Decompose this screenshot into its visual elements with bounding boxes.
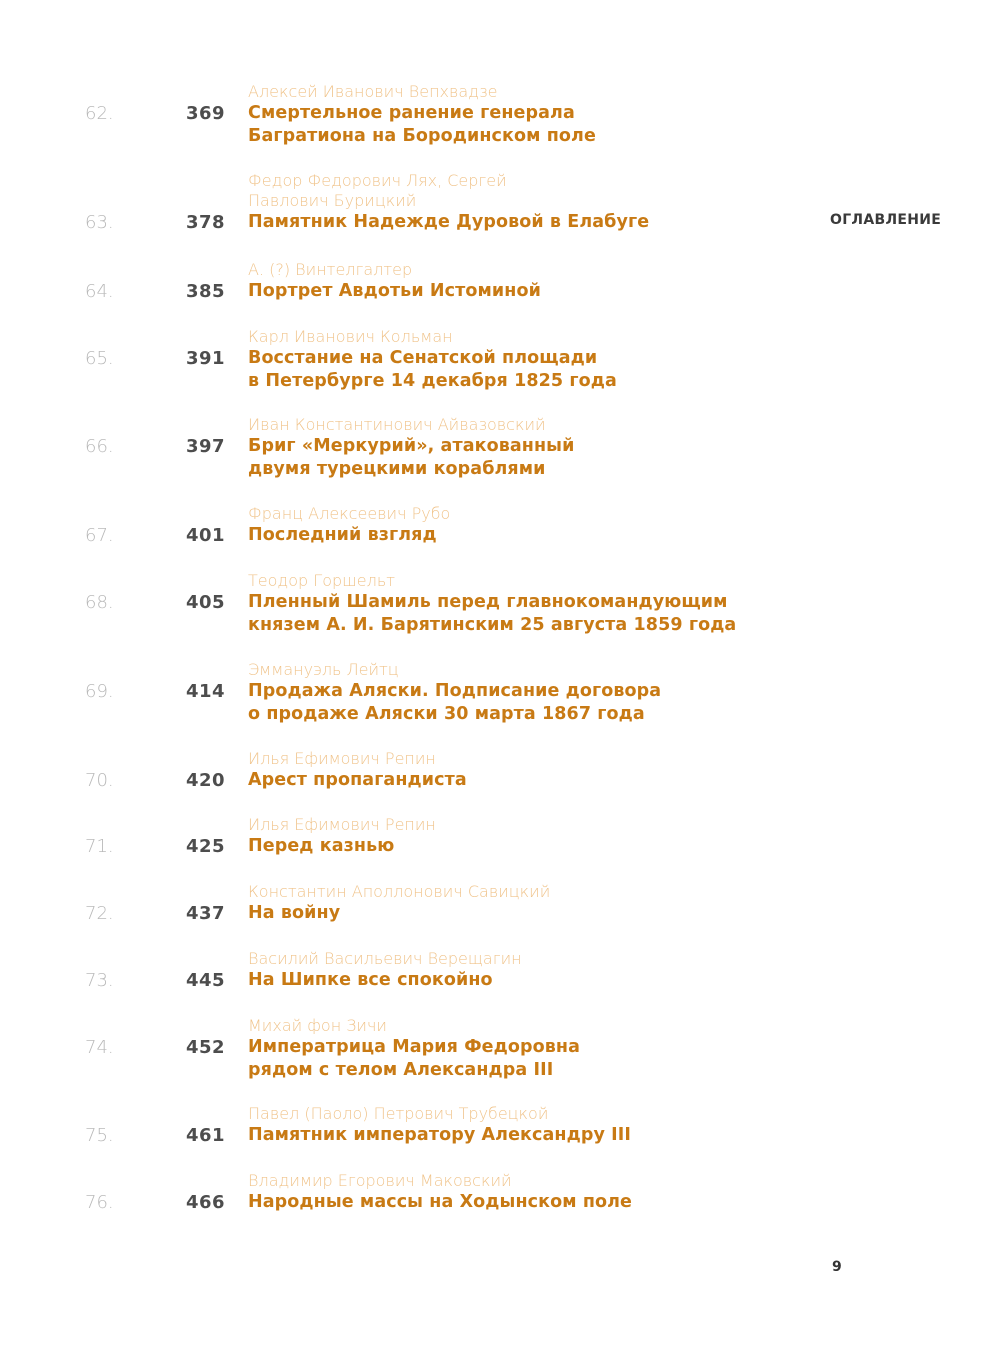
entry-title[interactable]: Смертельное ранение генерала <box>248 103 575 123</box>
entry-page-number: 414 <box>186 681 226 702</box>
entry-text <box>248 749 800 792</box>
entry-number: 62. <box>85 103 114 124</box>
entry-text <box>248 1016 800 1082</box>
entry-page-number: 445 <box>186 970 226 991</box>
entry-author: Илья Ефимович Репин <box>248 815 436 834</box>
entry-number: 74. <box>85 1037 114 1058</box>
entry-title[interactable]: Памятник Надежде Дуровой в Елабуге <box>248 212 650 232</box>
entry-title[interactable]: в Петербурге 14 декабря 1825 года <box>248 371 617 391</box>
entry-number: 63. <box>85 212 114 233</box>
toc-entry[interactable] <box>0 260 800 303</box>
toc-entry[interactable] <box>0 504 800 547</box>
entry-title[interactable]: Народные массы на Ходынском поле <box>248 1192 633 1212</box>
entry-number: 65. <box>85 348 114 369</box>
entry-title[interactable]: Перед казнью <box>248 836 395 856</box>
entry-number: 66. <box>85 436 114 457</box>
entry-page-number: 425 <box>186 836 226 857</box>
entry-text <box>248 571 800 637</box>
entry-author: Франц Алексеевич Рубо <box>248 504 451 523</box>
entry-page-number: 369 <box>186 103 226 124</box>
entry-page-number: 401 <box>186 525 226 546</box>
toc-entry[interactable] <box>0 571 800 637</box>
toc-entry[interactable] <box>0 749 800 792</box>
entry-title[interactable]: Бриг «Меркурий», атакованный <box>248 436 575 456</box>
entry-title[interactable]: Портрет Авдотьи Истоминой <box>248 281 541 301</box>
entry-page-number: 452 <box>186 1037 226 1058</box>
page-number: 9 <box>832 1259 842 1275</box>
entry-text <box>248 1104 800 1147</box>
entry-text <box>248 327 800 393</box>
entry-text <box>248 1171 800 1214</box>
entry-title[interactable]: На войну <box>248 903 341 923</box>
entry-number: 67. <box>85 525 114 546</box>
entry-author: Иван Константинович Айвазовский <box>248 415 546 434</box>
entry-author: Илья Ефимович Репин <box>248 749 436 768</box>
entry-text <box>248 82 800 148</box>
entry-author: Владимир Егорович Маковский <box>248 1171 512 1190</box>
entry-title[interactable]: Восстание на Сенатской площади <box>248 348 598 368</box>
entry-author: Алексей Иванович Вепхвадзе <box>248 82 498 101</box>
entry-title[interactable]: Императрица Мария Федоровна <box>248 1037 580 1057</box>
entry-number: 73. <box>85 970 114 991</box>
entry-author: Эммануэль Лейтц <box>248 660 399 679</box>
entry-title[interactable]: Багратиона на Бородинском поле <box>248 126 596 146</box>
entry-number: 64. <box>85 281 114 302</box>
entry-number: 71. <box>85 836 114 857</box>
entry-number: 72. <box>85 903 114 924</box>
toc-entry[interactable] <box>0 660 800 726</box>
toc-entry[interactable] <box>0 171 800 234</box>
toc-entry[interactable] <box>0 949 800 992</box>
entry-page-number: 437 <box>186 903 226 924</box>
toc-entry[interactable] <box>0 1016 800 1082</box>
entry-title[interactable]: На Шипке все спокойно <box>248 970 493 990</box>
entry-page-number: 405 <box>186 592 226 613</box>
entry-author: Константин Аполлонович Савицкий <box>248 882 551 901</box>
entry-number: 76. <box>85 1192 114 1213</box>
entry-number: 69. <box>85 681 114 702</box>
entry-author: Федор Федорович Лях, Сергей <box>248 171 507 190</box>
entry-page-number: 397 <box>186 436 226 457</box>
entry-title[interactable]: двумя турецкими кораблями <box>248 459 546 479</box>
entry-text <box>248 504 800 547</box>
toc-entry[interactable] <box>0 82 800 148</box>
entry-author: Павлович Бурицкий <box>248 191 417 210</box>
entry-text <box>248 949 800 992</box>
entry-title[interactable]: Пленный Шамиль перед главнокомандующим <box>248 592 728 612</box>
entry-title[interactable]: о продаже Аляски 30 марта 1867 года <box>248 704 645 724</box>
entry-page-number: 461 <box>186 1125 226 1146</box>
entry-title[interactable]: Последний взгляд <box>248 525 437 545</box>
entry-text <box>248 660 800 726</box>
entry-text <box>248 260 800 303</box>
toc-entry[interactable] <box>0 415 800 481</box>
entry-number: 75. <box>85 1125 114 1146</box>
entry-title[interactable]: рядом с телом Александра III <box>248 1060 554 1080</box>
entry-author: А. (?) Винтелгалтер <box>248 260 413 279</box>
entry-text <box>248 882 800 925</box>
entry-number: 70. <box>85 770 114 791</box>
entry-author: Михай фон Зичи <box>248 1016 387 1035</box>
toc-entry[interactable] <box>0 1104 800 1147</box>
section-heading: ОГЛАВЛЕНИЕ <box>830 212 942 228</box>
entry-author: Павел (Паоло) Петрович Трубецкой <box>248 1104 549 1123</box>
entry-text <box>248 415 800 481</box>
toc-entry[interactable] <box>0 815 800 858</box>
entry-number: 68. <box>85 592 114 613</box>
entry-author: Карл Иванович Кольман <box>248 327 453 346</box>
toc-entry[interactable] <box>0 1171 800 1214</box>
entry-text <box>248 171 800 234</box>
entry-page-number: 378 <box>186 212 226 233</box>
entry-page-number: 466 <box>186 1192 226 1213</box>
toc-entry[interactable] <box>0 882 800 925</box>
entry-title[interactable]: Арест пропагандиста <box>248 770 467 790</box>
entry-title[interactable]: Продажа Аляски. Подписание договора <box>248 681 662 701</box>
entry-page-number: 385 <box>186 281 226 302</box>
entry-author: Василий Васильевич Верещагин <box>248 949 522 968</box>
entry-title[interactable]: Памятник императору Александру III <box>248 1125 631 1145</box>
entry-page-number: 420 <box>186 770 226 791</box>
entry-page-number: 391 <box>186 348 226 369</box>
toc-entry[interactable] <box>0 327 800 393</box>
entry-text <box>248 815 800 858</box>
entry-author: Теодор Горшельт <box>248 571 396 590</box>
entry-title[interactable]: князем А. И. Барятинским 25 августа 1859 года <box>248 615 737 635</box>
